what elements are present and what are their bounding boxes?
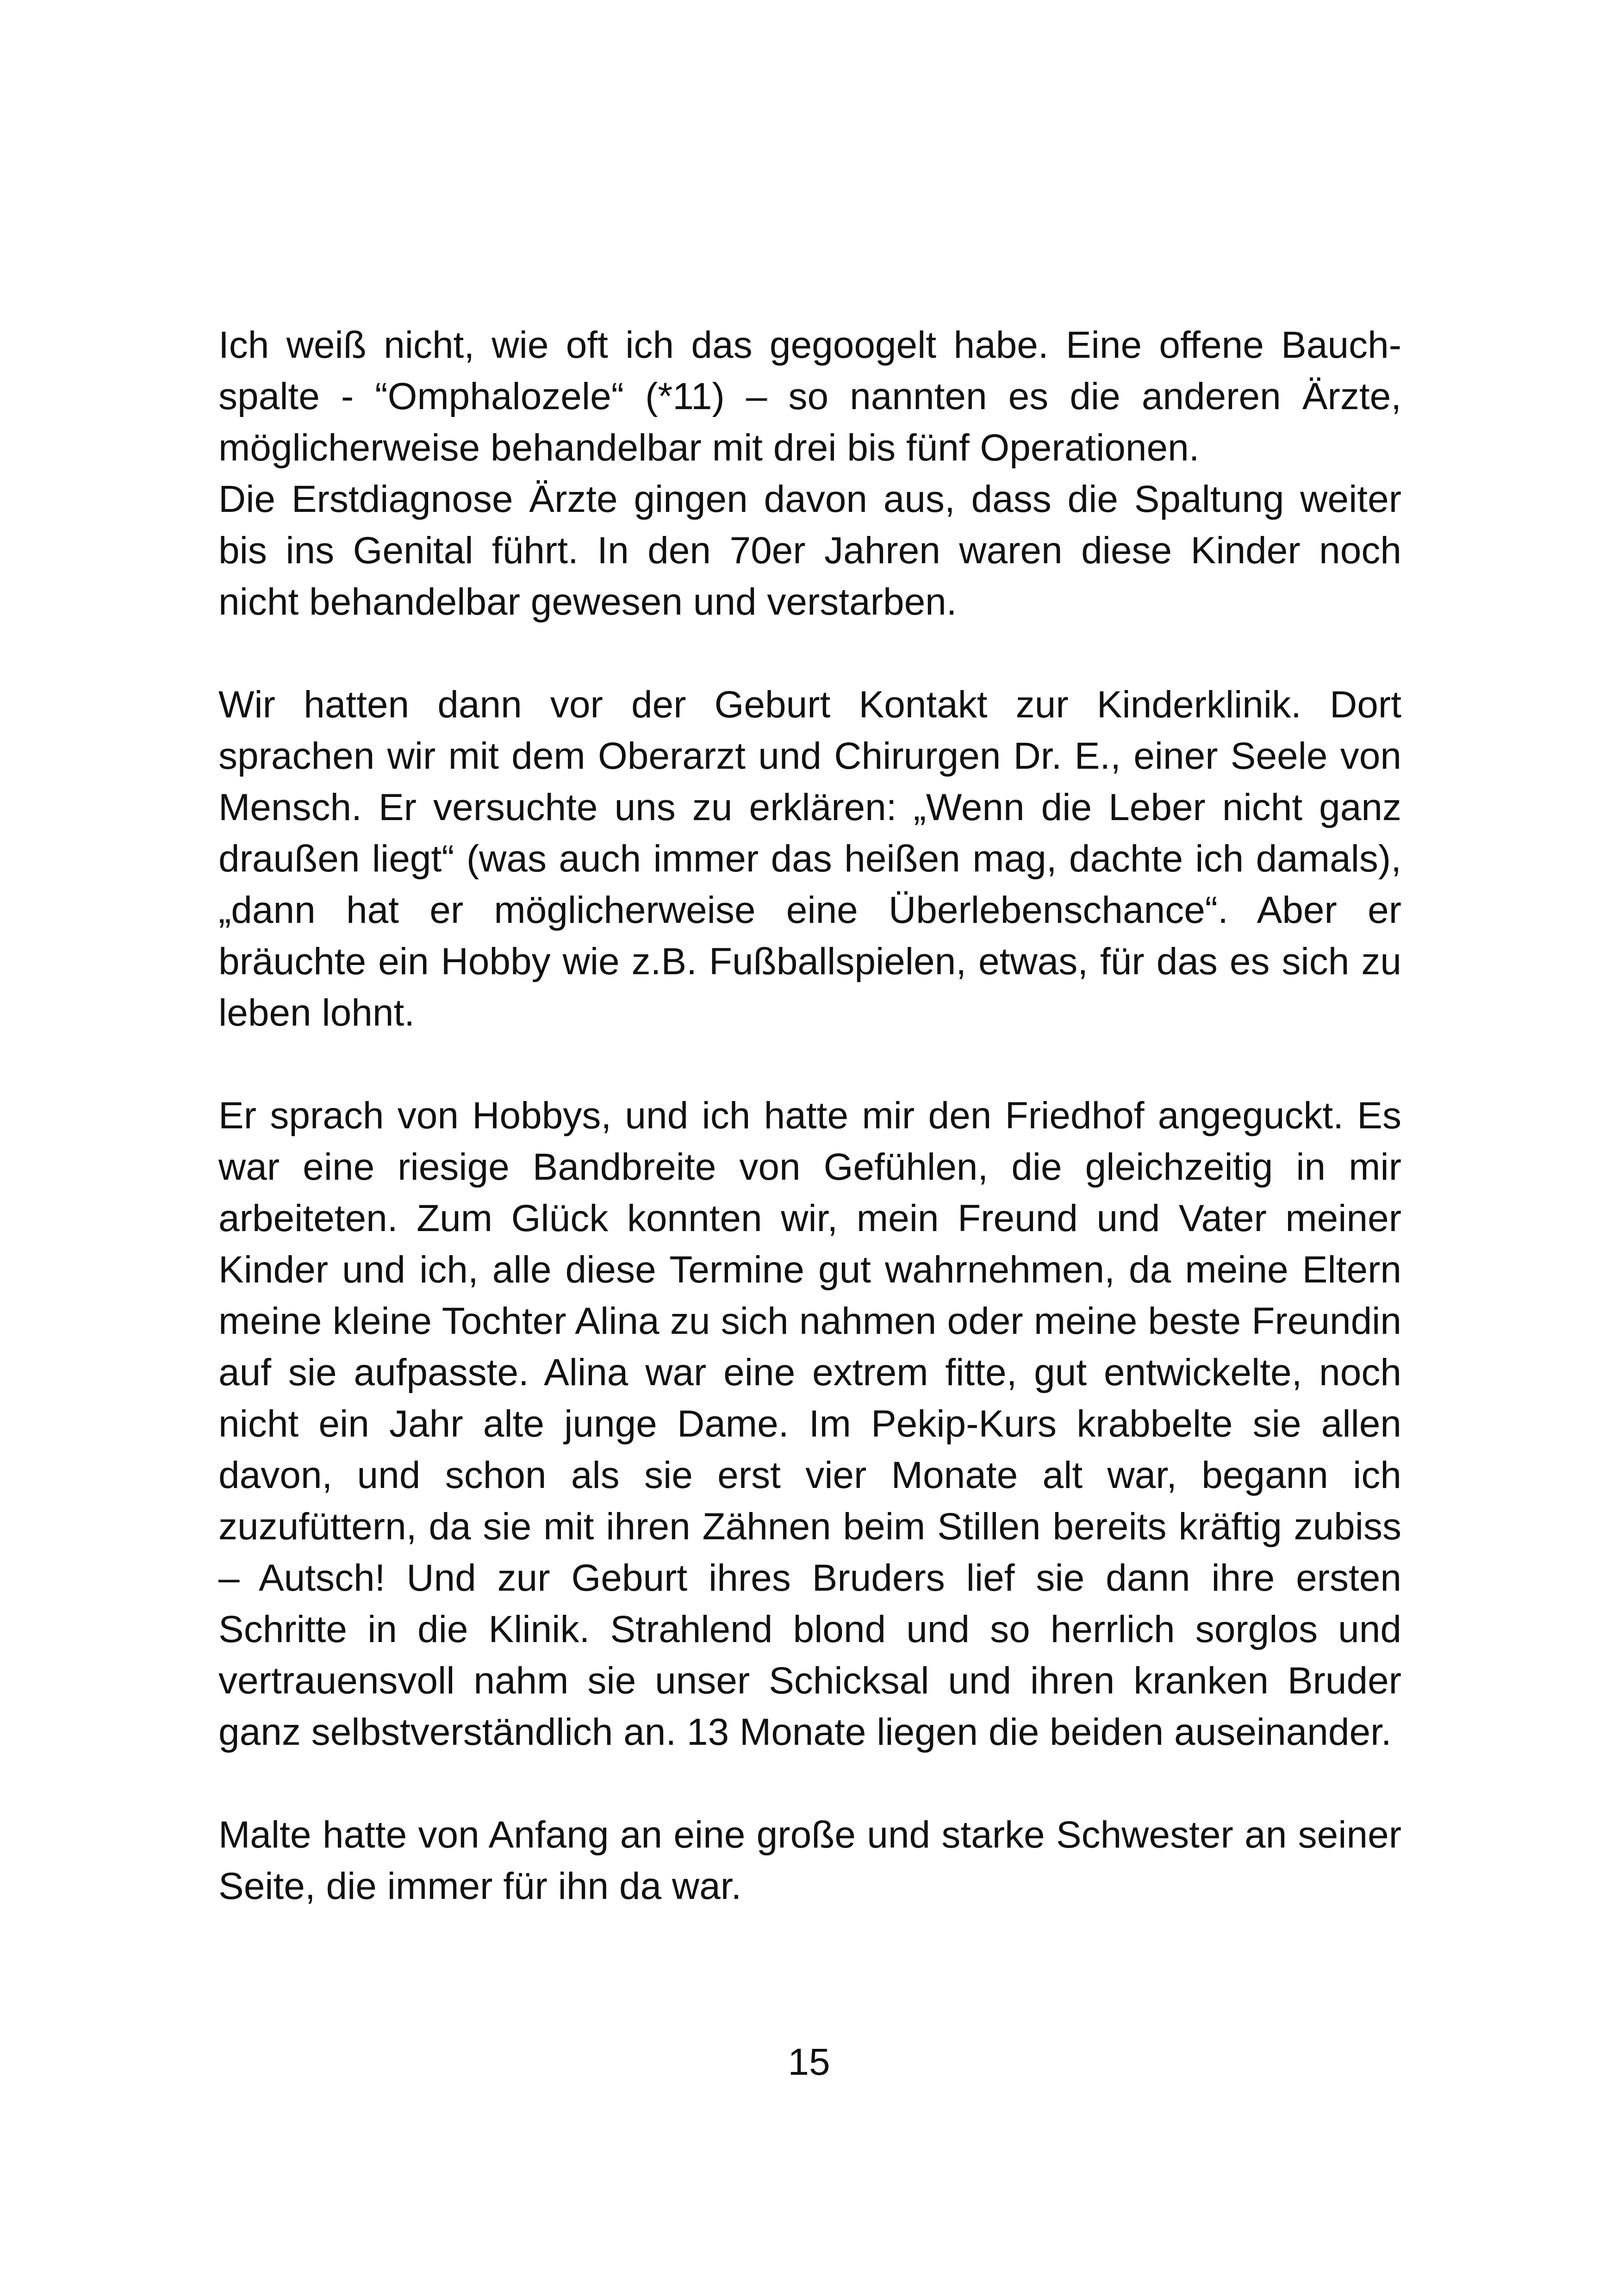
paragraph-5: Malte hatte von Anfang an eine große und starke Schwester an seiner Seite, die immer für ihn da war.	[218, 1814, 1401, 1907]
paragraph-1: Ich weiß nicht, wie oft ich das gegoogelt habe. Eine offene Bauch-spalte - “Omphalozele“ (*11) – so nannten es die anderen Ärzte, möglicherweise behandelbar mit drei bis fünf Operationen.	[218, 324, 1401, 469]
paragraph-4: Er sprach von Hobbys, und ich hatte mir den Friedhof angeguckt. Es war eine riesige Bandbreite von Gefühlen, die gleichzeitig in mir arbeiteten. Zum Glück konnten wir, mein Freund und Vater meiner Kinder und ich, alle diese Termine gut wahrnehmen, da meine Eltern meine kleine Tochter Alina zu sich nahmen oder meine beste Freundin auf sie aufpasste. Alina war eine extrem fitte, gut entwickelte, noch nicht ein Jahr alte junge Dame. Im Pekip-Kurs krabbelte sie allen davon, und schon als sie erst vier Monate alt war, begann ich zuzufüttern, da sie mit ihren Zähnen beim Stillen bereits kräftig zubiss – Autsch! Und zur Geburt ihres Bruders lief sie dann ihre ersten Schritte in die Klinik. Strahlend blond und so herrlich sorglos und vertrauensvoll nahm sie unser Schicksal und ihren kranken Bruder ganz selbstverständlich an. 13 Monate liegen die beiden auseinander.	[218, 1095, 1401, 1753]
page-number: 15	[788, 2041, 830, 2083]
paragraph-2: Die Erstdiagnose Ärzte gingen davon aus, dass die Spaltung weiter bis ins Genital führt. In den 70er Jahren waren diese Kinder noch nicht behandelbar gewesen und verstarben.	[218, 478, 1401, 623]
paragraph-3: Wir hatten dann vor der Geburt Kontakt zur Kinderklinik. Dort sprachen wir mit dem Oberarzt und Chirurgen Dr. E., einer Seele von Mensch. Er versuchte uns zu erklären: „Wenn die Leber nicht ganz draußen liegt“ (was auch immer das heißen mag, dachte ich damals), „dann hat er möglicherweise eine Überlebenschance“. Aber er bräuchte ein Hobby wie z.B. Fußballspielen, etwas, für das es sich zu leben lohnt.	[218, 684, 1401, 1034]
body-text	[218, 319, 1401, 1912]
